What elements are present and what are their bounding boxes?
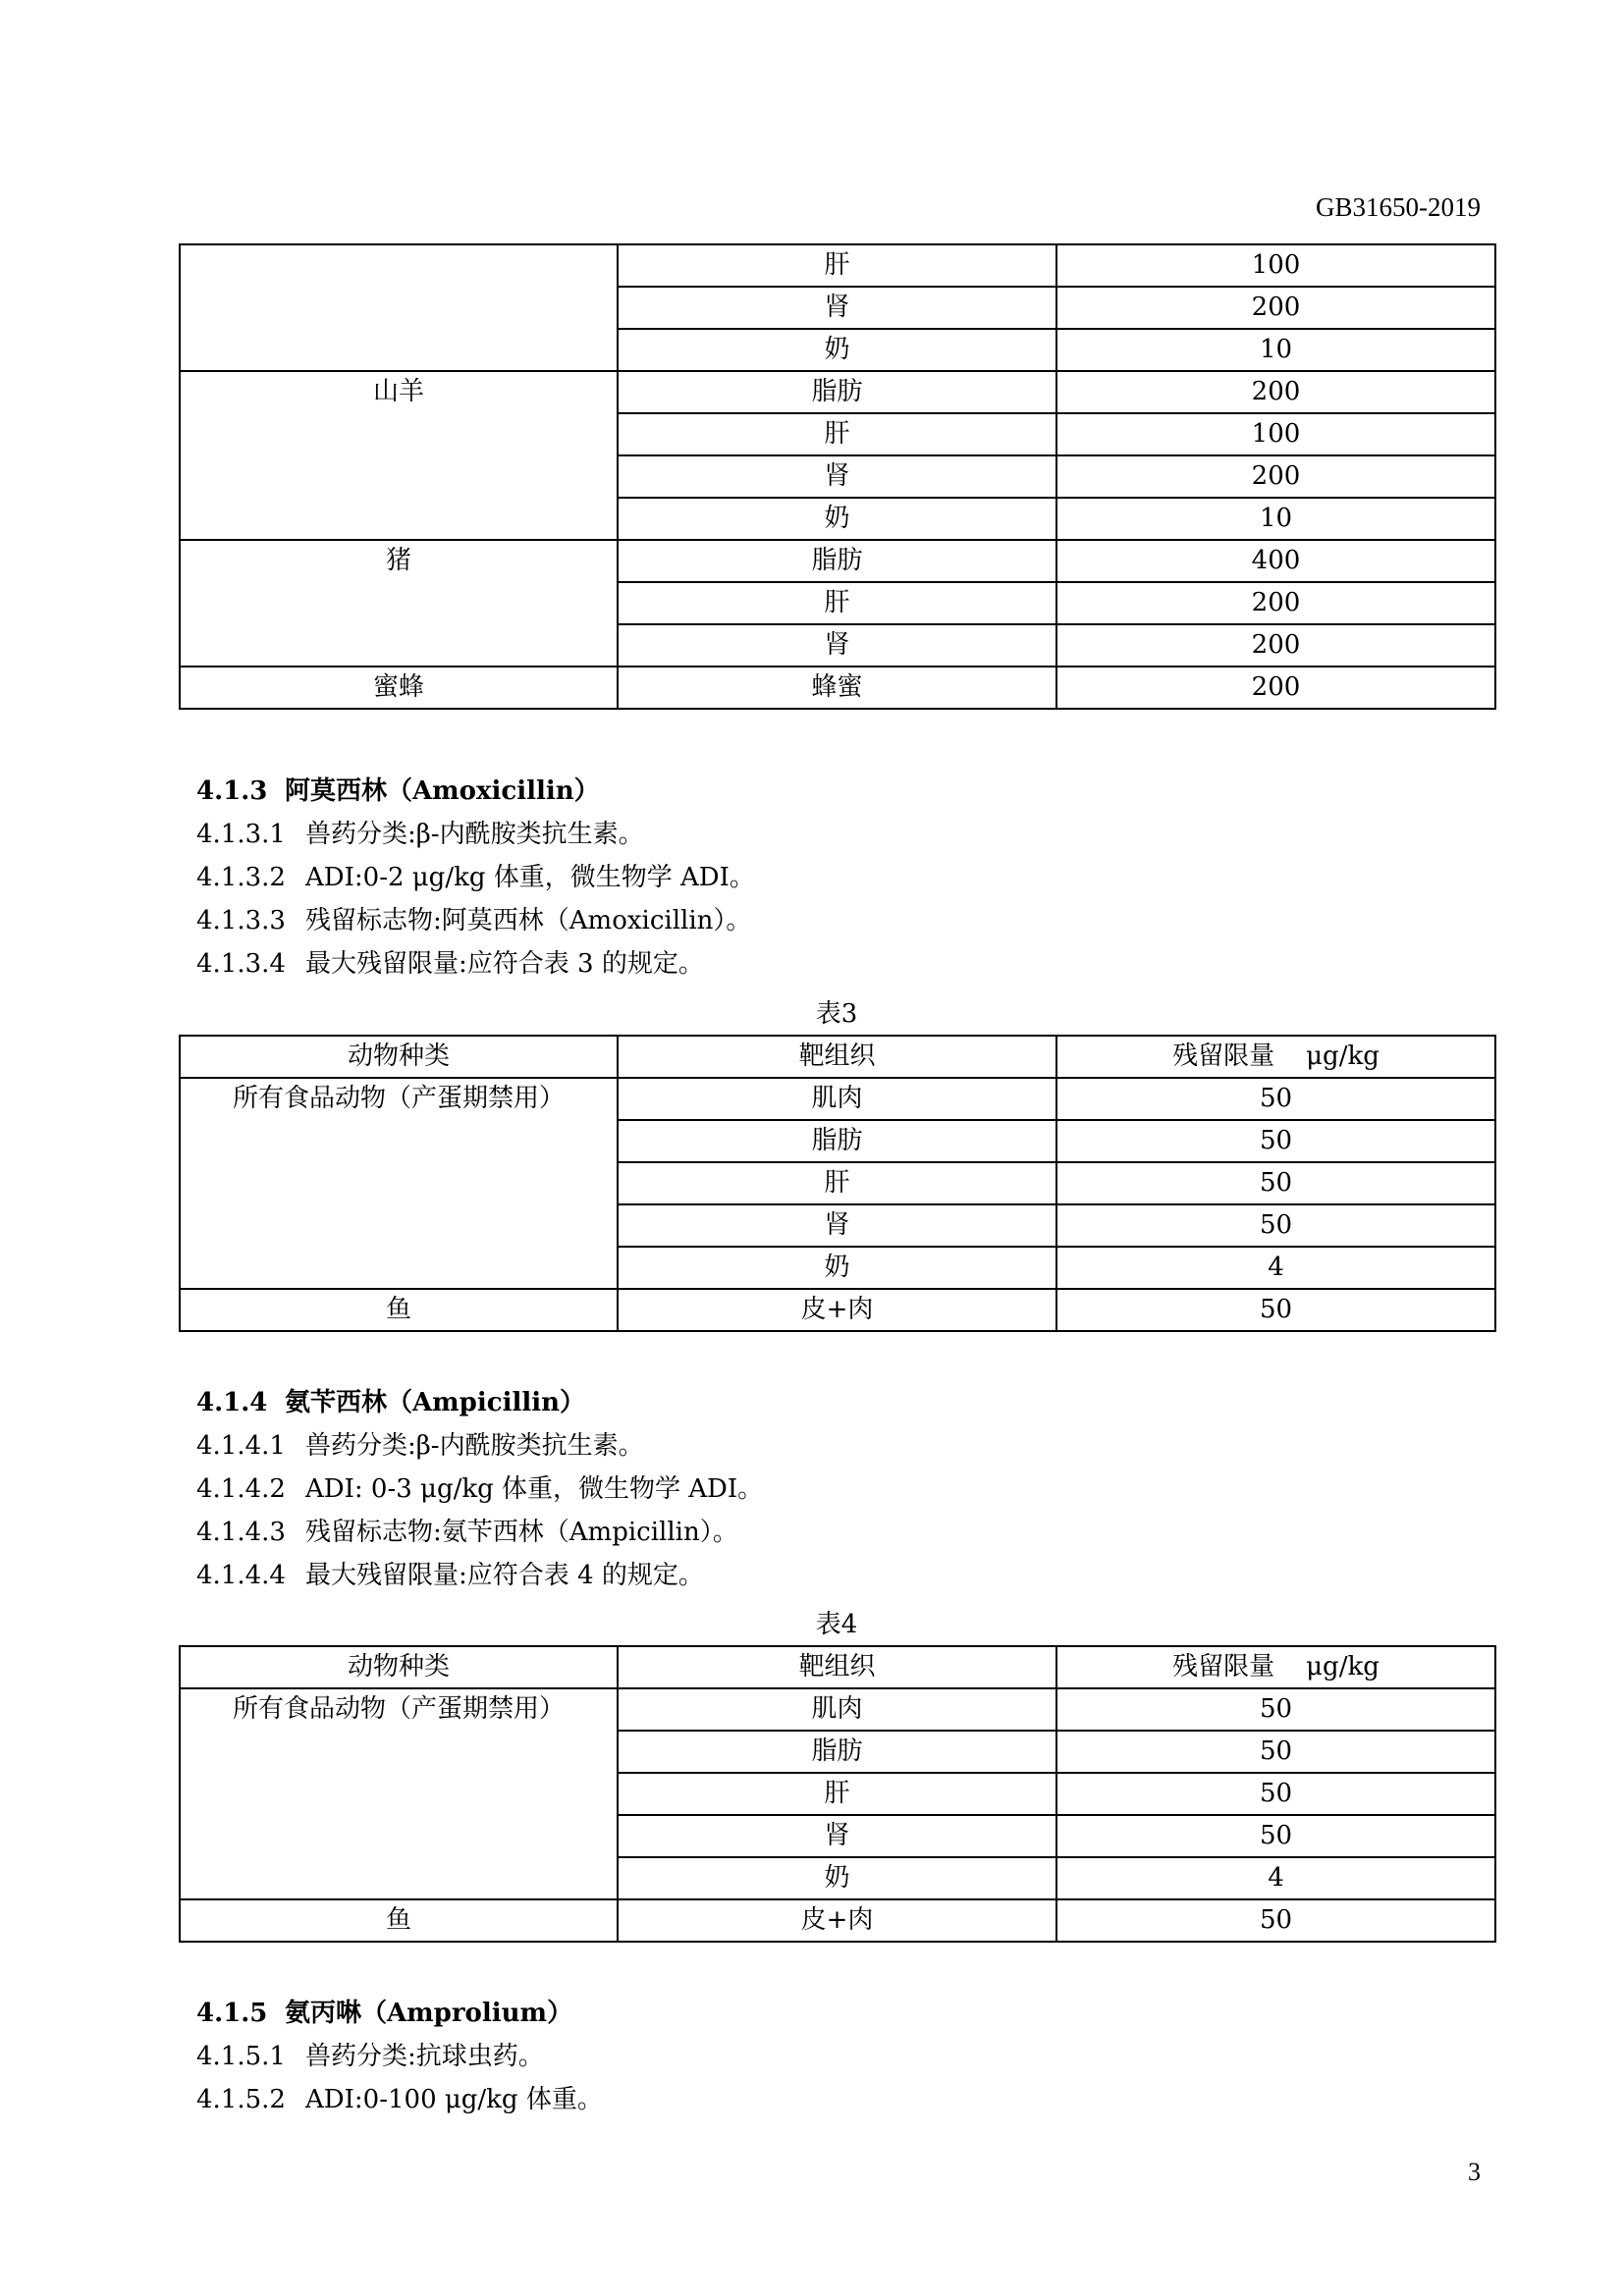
section-heading-4-1-5 [196,1996,572,2031]
limit-cell: 4 [1056,1247,1495,1289]
header-animal: 动物种类 [180,1036,618,1078]
limit-cell: 10 [1056,329,1495,371]
limit-cell: 4 [1056,1857,1495,1899]
clause-4-1-3-2 [196,860,755,895]
limit-cell: 200 [1056,287,1495,329]
tissue-cell: 脂肪 [618,1120,1056,1162]
tissue-cell: 肾 [618,1815,1056,1857]
limit-cell: 50 [1056,1162,1495,1204]
clause-number: 4.1.3.4 [196,949,286,979]
limit-cell: 200 [1056,371,1495,413]
header-limit-unit: μg/kg [1306,1652,1380,1682]
clause-number: 4.1.3.2 [196,863,286,892]
clause-text: ADI:0-2 μg/kg 体重，微生物学 ADI。 [305,863,755,892]
tissue-cell: 奶 [618,1857,1056,1899]
section-heading-4-1-3 [196,774,600,809]
limit-cell: 100 [1056,413,1495,455]
clause-number: 4.1.4.4 [196,1561,286,1590]
tissue-cell: 皮+肉 [618,1289,1056,1331]
table-continued [179,243,1496,710]
clause-4-1-3-4 [196,946,704,982]
tissue-cell: 肝 [618,244,1056,287]
limit-cell: 200 [1056,582,1495,624]
section-number: 4.1.4 [196,1388,268,1417]
limit-cell: 50 [1056,1899,1495,1942]
tissue-cell: 肝 [618,1162,1056,1204]
header-tissue: 靶组织 [618,1646,1056,1688]
limit-cell: 200 [1056,455,1495,498]
section-number: 4.1.3 [196,776,268,806]
header-limit [1056,1036,1495,1078]
animal-cell: 所有食品动物（产蛋期禁用） [180,1688,618,1899]
standard-code: GB31650-2019 [1316,192,1481,222]
header-limit-label: 残留限量 [1172,1652,1275,1682]
table-row [180,1899,1495,1942]
animal-cell: 山羊 [180,371,618,540]
animal-cell: 蜜蜂 [180,667,618,709]
tissue-cell: 肾 [618,1204,1056,1247]
tissue-cell: 皮+肉 [618,1899,1056,1942]
clause-4-1-3-1 [196,817,644,852]
tissue-cell: 脂肪 [618,540,1056,582]
limit-cell: 50 [1056,1204,1495,1247]
tissue-cell: 肾 [618,287,1056,329]
header-limit [1056,1646,1495,1688]
limit-cell: 50 [1056,1731,1495,1773]
animal-cell: 所有食品动物（产蛋期禁用） [180,1078,618,1289]
limit-cell: 50 [1056,1078,1495,1120]
limit-cell: 50 [1056,1289,1495,1331]
animal-cell: 鱼 [180,1899,618,1942]
tissue-cell: 肝 [618,582,1056,624]
table-3 [179,1035,1496,1332]
tissue-cell: 肌肉 [618,1078,1056,1120]
clause-text: 兽药分类:β-内酰胺类抗生素。 [305,1431,644,1461]
table-header-row [180,1036,1495,1078]
tissue-cell: 肝 [618,413,1056,455]
table4-caption: 表4 [815,1610,858,1639]
limit-cell: 400 [1056,540,1495,582]
animal-cell: 鱼 [180,1289,618,1331]
limit-cell: 50 [1056,1688,1495,1731]
table-header-row [180,1646,1495,1688]
clause-4-1-4-2 [196,1471,763,1507]
tissue-cell: 奶 [618,329,1056,371]
table-row [180,540,1495,582]
tissue-cell: 脂肪 [618,371,1056,413]
limit-cell: 50 [1056,1773,1495,1815]
section-title: 氨苄西林（Ampicillin） [285,1388,585,1417]
section-title: 阿莫西林（Amoxicillin） [285,776,600,806]
clause-text: 最大残留限量:应符合表 4 的规定。 [305,1561,704,1590]
animal-cell [180,244,618,371]
animal-cell: 猪 [180,540,618,667]
clause-text: 兽药分类:抗球虫药。 [305,2042,544,2071]
clause-number: 4.1.4.2 [196,1474,286,1504]
clause-number: 4.1.4.3 [196,1518,286,1547]
table-row [180,1688,1495,1731]
clause-text: 残留标志物:氨苄西林（Ampicillin）。 [305,1518,738,1547]
tissue-cell: 蜂蜜 [618,667,1056,709]
section-heading-4-1-4 [196,1385,585,1420]
tissue-cell: 脂肪 [618,1731,1056,1773]
limit-cell: 200 [1056,624,1495,667]
limit-cell: 50 [1056,1120,1495,1162]
tissue-cell: 肾 [618,624,1056,667]
clause-4-1-5-2 [196,2082,603,2117]
clause-text: 最大残留限量:应符合表 3 的规定。 [305,949,704,979]
table-row [180,667,1495,709]
clause-number: 4.1.3.1 [196,820,286,849]
clause-text: ADI:0-100 μg/kg 体重。 [305,2085,603,2114]
clause-text: 兽药分类:β-内酰胺类抗生素。 [305,820,644,849]
table-4 [179,1645,1496,1943]
tissue-cell: 奶 [618,1247,1056,1289]
header-animal: 动物种类 [180,1646,618,1688]
page-number: 3 [1468,2158,1481,2186]
limit-cell: 100 [1056,244,1495,287]
limit-cell: 10 [1056,498,1495,540]
header-limit-label: 残留限量 [1172,1041,1275,1071]
clause-number: 4.1.3.3 [196,906,286,935]
tissue-cell: 肾 [618,455,1056,498]
clause-text: 残留标志物:阿莫西林（Amoxicillin）。 [305,906,752,935]
tissue-cell: 肝 [618,1773,1056,1815]
header-tissue: 靶组织 [618,1036,1056,1078]
table-row [180,244,1495,287]
section-number: 4.1.5 [196,1999,268,2028]
table3-caption: 表3 [815,999,858,1029]
clause-number: 4.1.5.1 [196,2042,286,2071]
header-limit-unit: μg/kg [1306,1041,1380,1071]
limit-cell: 200 [1056,667,1495,709]
tissue-cell: 奶 [618,498,1056,540]
clause-4-1-5-1 [196,2039,544,2074]
clause-4-1-4-4 [196,1558,704,1593]
table-row [180,1078,1495,1120]
clause-number: 4.1.4.1 [196,1431,286,1461]
clause-text: ADI: 0-3 μg/kg 体重，微生物学 ADI。 [305,1474,764,1504]
limit-cell: 50 [1056,1815,1495,1857]
clause-4-1-4-1 [196,1428,644,1464]
tissue-cell: 肌肉 [618,1688,1056,1731]
clause-4-1-3-3 [196,903,751,938]
table-row [180,371,1495,413]
section-title: 氨丙啉（Amprolium） [285,1999,573,2028]
table-row [180,1289,1495,1331]
clause-number: 4.1.5.2 [196,2085,286,2114]
clause-4-1-4-3 [196,1515,738,1550]
